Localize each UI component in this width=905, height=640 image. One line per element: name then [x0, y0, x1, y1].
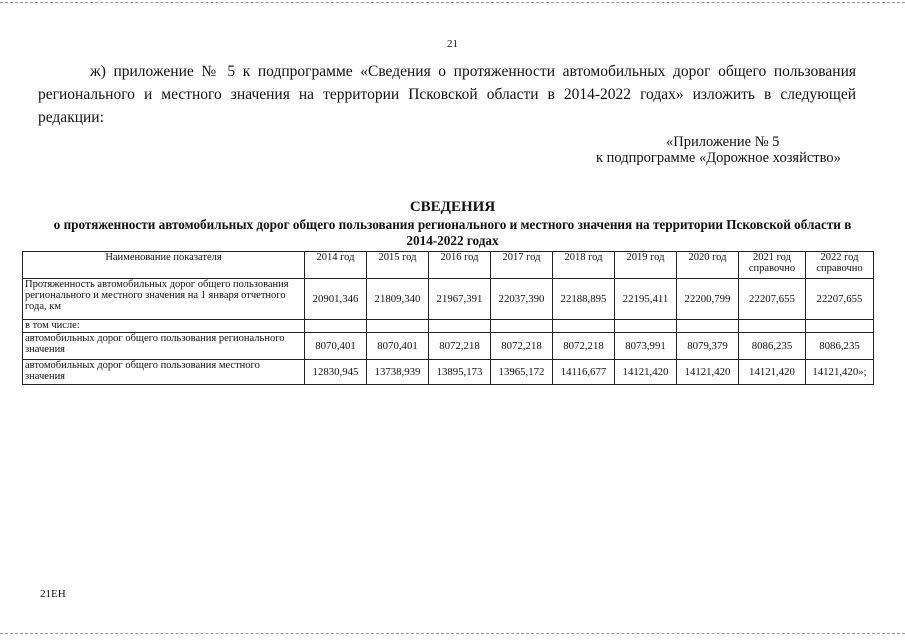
header-cell: 2021 год справочно [739, 252, 806, 279]
road-length-table [22, 251, 874, 385]
header-cell: 2014 год [305, 252, 367, 279]
value-cell: 22188,895 [553, 279, 615, 320]
value-cell: 22207,655 [739, 279, 806, 320]
row-label: в том числе: [23, 320, 305, 333]
header-cell: 2020 год [677, 252, 739, 279]
intro-paragraph: ж) приложение № 5 к подпрограмме «Сведения о протяженности автомобильных дорог общего пользования регионального и местного значения на территории Псковской области в 2014-2022 годах» изложить в следующей редакции: [38, 63, 856, 126]
value-cell: 14121,420 [739, 360, 806, 385]
value-cell [491, 320, 553, 333]
value-cell: 14116,677 [553, 360, 615, 385]
value-cell: 8072,218 [553, 333, 615, 360]
appendix-heading-line-1: «Приложение № 5 [666, 134, 780, 150]
header-cell: 2019 год [615, 252, 677, 279]
header-cell: 2016 год [429, 252, 491, 279]
value-cell: 8086,235 [806, 333, 874, 360]
value-cell: 12830,945 [305, 360, 367, 385]
value-cell: 8072,218 [491, 333, 553, 360]
value-cell: 20901,346 [305, 279, 367, 320]
value-cell [553, 320, 615, 333]
value-cell: 13895,173 [429, 360, 491, 385]
value-cell: 22195,411 [615, 279, 677, 320]
value-cell: 14121,420 [677, 360, 739, 385]
document-code: 21ЕН [40, 588, 66, 600]
scan-top-edge [0, 2, 905, 3]
table-header-row [23, 252, 874, 279]
value-cell: 22207,655 [806, 279, 874, 320]
value-cell: 8070,401 [305, 333, 367, 360]
value-cell: 14121,420 [615, 360, 677, 385]
value-cell: 22200,799 [677, 279, 739, 320]
table-row [23, 333, 874, 360]
value-cell: 8086,235 [739, 333, 806, 360]
table-row [23, 360, 874, 385]
header-cell: 2018 год [553, 252, 615, 279]
value-cell: 14121,420»; [806, 360, 874, 385]
value-cell [677, 320, 739, 333]
document-title: СВЕДЕНИЯ [409, 199, 496, 215]
value-cell [305, 320, 367, 333]
value-cell [367, 320, 429, 333]
value-cell: 8072,218 [429, 333, 491, 360]
header-cell: 2022 год справочно [806, 252, 874, 279]
value-cell [429, 320, 491, 333]
appendix-heading-line-2: к подпрограмме «Дорожное хозяйство» [596, 150, 841, 166]
value-cell: 21967,391 [429, 279, 491, 320]
value-cell: 13965,172 [491, 360, 553, 385]
table-row [23, 320, 874, 333]
page-number: 21 [447, 38, 458, 50]
value-cell [615, 320, 677, 333]
value-cell: 8070,401 [367, 333, 429, 360]
value-cell [806, 320, 874, 333]
scan-bottom-edge [0, 633, 905, 634]
row-label: Протяженность автомобильных дорог общего пользования регионального и местного значения на 1 января отчетного года, км [23, 279, 305, 320]
table-row [23, 279, 874, 320]
value-cell: 8079,379 [677, 333, 739, 360]
header-cell: 2017 год [491, 252, 553, 279]
value-cell: 22037,390 [491, 279, 553, 320]
row-label: автомобильных дорог общего пользования местного значения [23, 360, 305, 385]
value-cell: 8073,991 [615, 333, 677, 360]
value-cell [739, 320, 806, 333]
header-cell: 2015 год [367, 252, 429, 279]
header-cell: Наименование показателя [23, 252, 305, 279]
value-cell: 21809,340 [367, 279, 429, 320]
value-cell: 13738,939 [367, 360, 429, 385]
row-label: автомобильных дорог общего пользования регионального значения [23, 333, 305, 360]
document-subtitle: о протяженности автомобильных дорог общего пользования регионального и местного значения на территории Псковской области в 2014-2022 годах [53, 217, 852, 248]
